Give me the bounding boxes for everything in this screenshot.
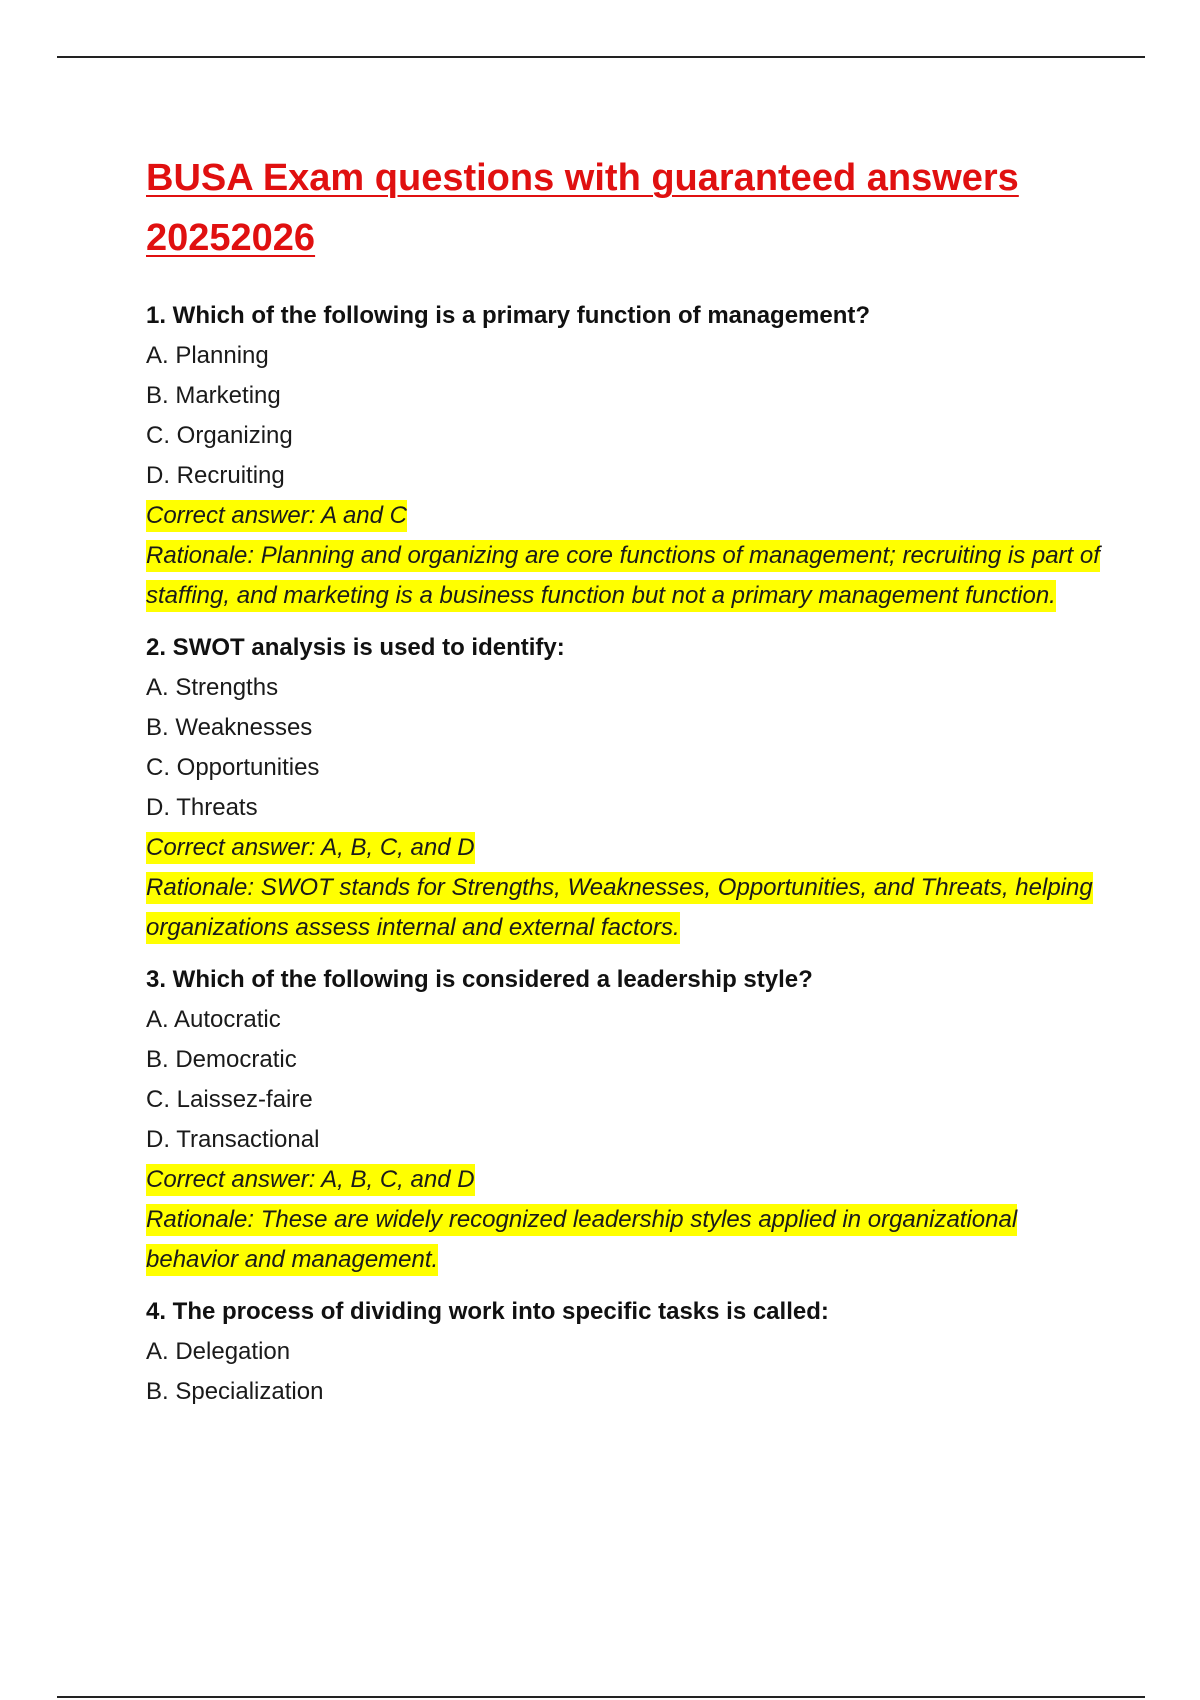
option-a: A. Planning	[146, 342, 269, 369]
question-text: 2. SWOT analysis is used to identify:	[146, 634, 565, 661]
option-b: B. Democratic	[146, 1046, 297, 1073]
rationale-text: Rationale: These are widely recognized leadership styles applied in organizational behavior and management.	[146, 1204, 1017, 1276]
option-b: B. Marketing	[146, 382, 281, 409]
option-b: B. Specialization	[146, 1378, 324, 1405]
question-1	[146, 296, 1106, 616]
correct-answer	[146, 828, 1106, 868]
option-d: D. Transactional	[146, 1126, 320, 1153]
correct-answer	[146, 496, 1106, 536]
rationale	[146, 868, 1106, 948]
option-d: D. Threats	[146, 794, 258, 821]
correct-answer-text: Correct answer: A, B, C, and D	[146, 832, 475, 864]
option-c: C. Laissez-faire	[146, 1086, 313, 1113]
rationale	[146, 1200, 1106, 1280]
correct-answer-text: Correct answer: A, B, C, and D	[146, 1164, 475, 1196]
rationale-text: Rationale: Planning and organizing are core functions of management; recruiting is part of staffing, and marketing is a business function but not a primary management function.	[146, 540, 1100, 612]
option-a: A. Autocratic	[146, 1006, 281, 1033]
correct-answer-text: Correct answer: A and C	[146, 500, 407, 532]
rationale-text: Rationale: SWOT stands for Strengths, Weaknesses, Opportunities, and Threats, helping organizations assess internal and external factors.	[146, 872, 1093, 944]
rationale	[146, 536, 1106, 616]
bottom-rule	[57, 1696, 1145, 1698]
question-text: 3. Which of the following is considered a leadership style?	[146, 966, 813, 993]
option-d: D. Recruiting	[146, 462, 285, 489]
question-text: 4. The process of dividing work into specific tasks is called:	[146, 1298, 829, 1325]
question-3	[146, 960, 1106, 1280]
page-title: BUSA Exam questions with guaranteed answers 20252026	[146, 157, 1019, 259]
option-c: C. Organizing	[146, 422, 293, 449]
option-a: A. Strengths	[146, 674, 279, 701]
correct-answer	[146, 1160, 1106, 1200]
question-4	[146, 1292, 1106, 1412]
option-b: B. Weaknesses	[146, 714, 313, 741]
question-2	[146, 628, 1106, 948]
option-a: A. Delegation	[146, 1338, 291, 1365]
question-text: 1. Which of the following is a primary function of management?	[146, 302, 871, 329]
top-rule	[57, 56, 1145, 58]
option-c: C. Opportunities	[146, 754, 320, 781]
document-body	[146, 148, 1106, 1424]
